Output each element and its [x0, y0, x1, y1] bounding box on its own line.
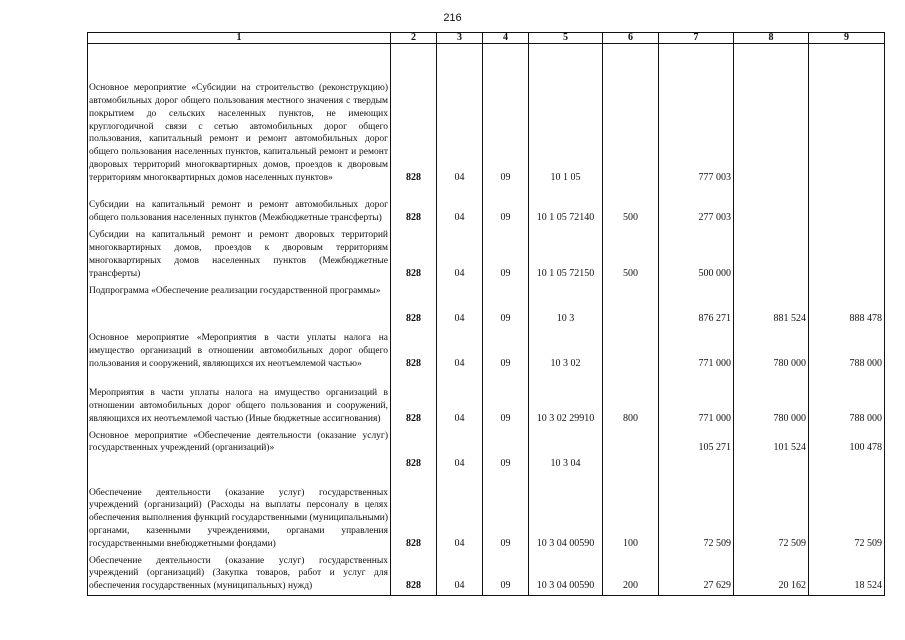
amount-year-1: 500 000 [659, 227, 734, 283]
table-row [88, 553, 885, 596]
subsection-code: 09 [483, 328, 529, 373]
section-code: 04 [437, 428, 483, 473]
amount-year-3 [809, 44, 885, 187]
table-row [88, 328, 885, 373]
col-header-7: 7 [659, 33, 734, 44]
expense-type-code: 500 [603, 227, 659, 283]
subsection-code: 09 [483, 227, 529, 283]
amount-year-3 [809, 227, 885, 283]
col-header-3: 3 [437, 33, 483, 44]
table-row [88, 44, 885, 187]
table-row [88, 283, 885, 328]
expense-type-code [603, 428, 659, 473]
target-article-code: 10 3 02 29910 [529, 373, 603, 428]
ved-code: 828 [391, 283, 437, 328]
amount-year-3: 788 000 [809, 328, 885, 373]
ved-code: 828 [391, 473, 437, 553]
table-row [88, 473, 885, 553]
col-header-1: 1 [88, 33, 391, 44]
row-description: Основное мероприятие «Обеспечение деятельности (оказание услуг) государственных учреждений (организаций)» [88, 428, 391, 473]
ved-code: 828 [391, 187, 437, 227]
amount-year-1: 777 003 [659, 44, 734, 187]
table-row [88, 428, 885, 473]
section-code: 04 [437, 227, 483, 283]
amount-year-1: 105 271 [659, 428, 734, 473]
amount-year-2: 780 000 [734, 373, 809, 428]
amount-year-1: 771 000 [659, 328, 734, 373]
expense-type-code: 500 [603, 187, 659, 227]
section-code: 04 [437, 283, 483, 328]
expense-type-code [603, 328, 659, 373]
amount-year-3: 788 000 [809, 373, 885, 428]
expense-type-code: 800 [603, 373, 659, 428]
expense-type-code [603, 283, 659, 328]
subsection-code: 09 [483, 44, 529, 187]
section-code: 04 [437, 553, 483, 596]
section-code: 04 [437, 328, 483, 373]
section-code: 04 [437, 187, 483, 227]
target-article-code: 10 1 05 [529, 44, 603, 187]
amount-year-2: 20 162 [734, 553, 809, 596]
expense-type-code: 200 [603, 553, 659, 596]
target-article-code: 10 1 05 72140 [529, 187, 603, 227]
budget-table [87, 32, 885, 596]
row-description: Субсидии на капитальный ремонт и ремонт дворовых территорий многоквартирных домов, проездов к дворовым территориям многоквартирных домов населенных пунктов (Межбюджетные трансферты) [88, 227, 391, 283]
subsection-code: 09 [483, 473, 529, 553]
table-row [88, 227, 885, 283]
ved-code: 828 [391, 553, 437, 596]
subsection-code: 09 [483, 428, 529, 473]
row-description: Основное мероприятие «Субсидии на строительство (реконструкцию) автомобильных дорог общего пользования местного значения с твердым покрытием до сельских населенных пунктов, не имеющих круглогодичной связи с сетью автомобильных дорог общего пользования, капитальный ремонт и ремонт автомобильных дорог общего пользования населенных пунктов, капитальный ремонт и ремонт дворовых территорий многоквартирных домов, проездов к дворовым территориям многоквартирных домов населенных пунктов» [88, 44, 391, 187]
col-header-2: 2 [391, 33, 437, 44]
col-header-5: 5 [529, 33, 603, 44]
row-description: Основное мероприятие «Мероприятия в части уплаты налога на имущество организаций в отношении автомобильных дорог общего пользования и сооружений, являющихся их неотъемлемой частью» [88, 328, 391, 373]
row-description: Мероприятия в части уплаты налога на имущество организаций в отношении автомобильных дорог общего пользования и сооружений, являющихся их неотъемлемой частью (Иные бюджетные ассигнования) [88, 373, 391, 428]
section-code: 04 [437, 473, 483, 553]
target-article-code: 10 3 04 [529, 428, 603, 473]
row-description: Обеспечение деятельности (оказание услуг) государственных учреждений (организаций) (Закупка товаров, работ и услуг для обеспечения государственных (муниципальных) нужд) [88, 553, 391, 596]
target-article-code: 10 3 [529, 283, 603, 328]
section-code: 04 [437, 44, 483, 187]
amount-year-3: 72 509 [809, 473, 885, 553]
amount-year-2 [734, 227, 809, 283]
row-description: Подпрограмма «Обеспечение реализации государственной программы» [88, 283, 391, 328]
col-header-9: 9 [809, 33, 885, 44]
subsection-code: 09 [483, 187, 529, 227]
section-code: 04 [437, 373, 483, 428]
ved-code: 828 [391, 328, 437, 373]
ved-code: 828 [391, 227, 437, 283]
amount-year-2 [734, 44, 809, 187]
row-description: Субсидии на капитальный ремонт и ремонт автомобильных дорог общего пользования населенных пунктов (Межбюджетные трансферты) [88, 187, 391, 227]
subsection-code: 09 [483, 553, 529, 596]
header-row [88, 33, 885, 44]
table-row [88, 187, 885, 227]
amount-year-1: 72 509 [659, 473, 734, 553]
col-header-8: 8 [734, 33, 809, 44]
amount-year-3: 888 478 [809, 283, 885, 328]
amount-year-1: 27 629 [659, 553, 734, 596]
amount-year-1: 277 003 [659, 187, 734, 227]
amount-year-2: 72 509 [734, 473, 809, 553]
amount-year-2 [734, 187, 809, 227]
target-article-code: 10 3 04 00590 [529, 553, 603, 596]
target-article-code: 10 3 02 [529, 328, 603, 373]
target-article-code: 10 3 04 00590 [529, 473, 603, 553]
amount-year-3 [809, 187, 885, 227]
expense-type-code [603, 44, 659, 187]
amount-year-2: 881 524 [734, 283, 809, 328]
col-header-4: 4 [483, 33, 529, 44]
amount-year-1: 876 271 [659, 283, 734, 328]
amount-year-3: 18 524 [809, 553, 885, 596]
page-number: 216 [443, 12, 462, 24]
expense-type-code: 100 [603, 473, 659, 553]
row-description: Обеспечение деятельности (оказание услуг) государственных учреждений (организаций) (Расходы на выплаты персоналу в целях обеспечения выполнения функций государственными (муниципальными) органами, казенными учреждениями, органами управления государственными внебюджетными фондами) [88, 473, 391, 553]
ved-code: 828 [391, 373, 437, 428]
amount-year-2: 780 000 [734, 328, 809, 373]
amount-year-1: 771 000 [659, 373, 734, 428]
amount-year-2: 101 524 [734, 428, 809, 473]
ved-code: 828 [391, 44, 437, 187]
col-header-6: 6 [603, 33, 659, 44]
subsection-code: 09 [483, 373, 529, 428]
ved-code: 828 [391, 428, 437, 473]
target-article-code: 10 1 05 72150 [529, 227, 603, 283]
amount-year-3: 100 478 [809, 428, 885, 473]
table-row [88, 373, 885, 428]
subsection-code: 09 [483, 283, 529, 328]
